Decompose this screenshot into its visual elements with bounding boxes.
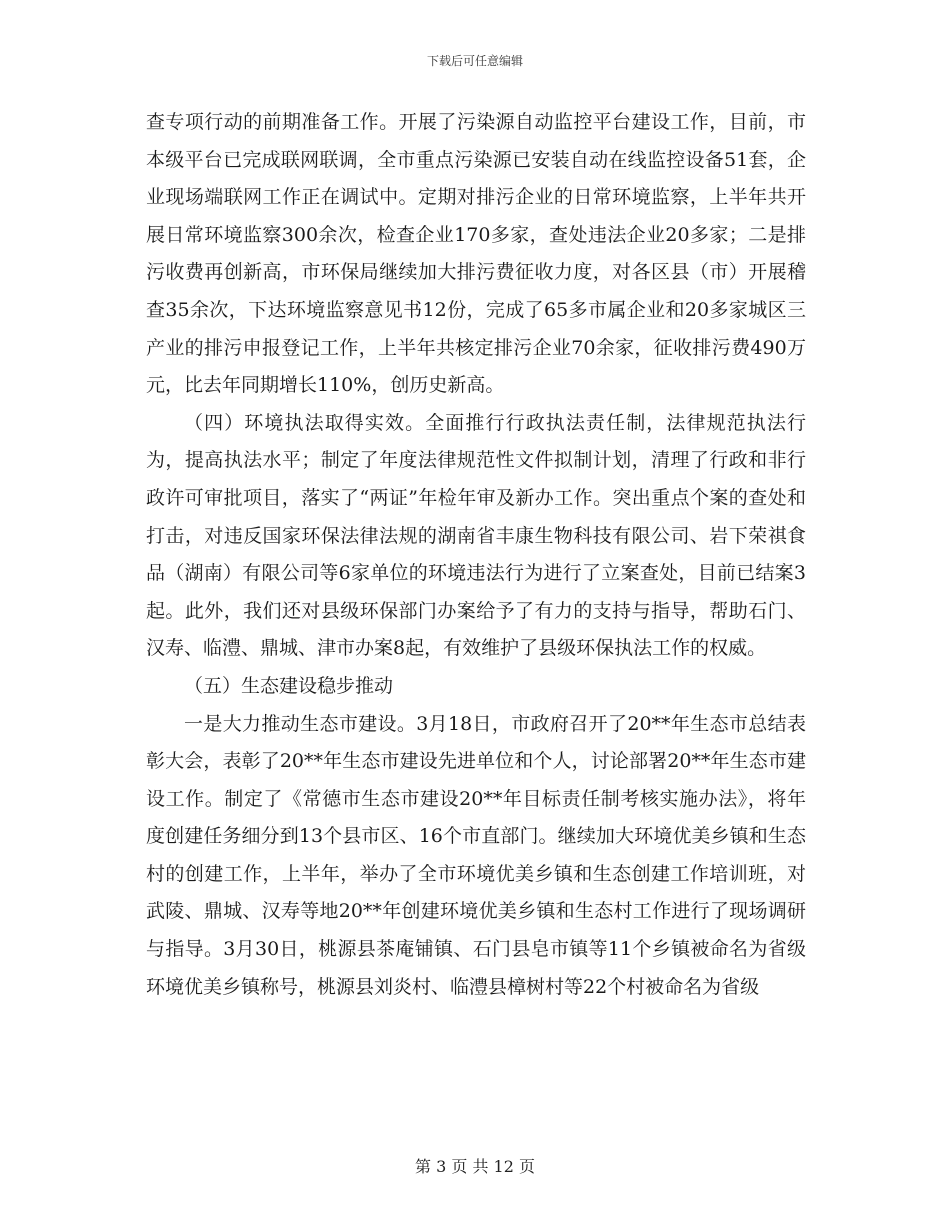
paragraph-ecological-city: 一是大力推动生态市建设。3月18日，市政府召开了20**年生态市总结表彰大会，表彰了20**年生态市建设先进单位和个人，讨论部署20**年生态市建设工作。制定了《常德市生态市建设20**年目标责任制考核实施办法》，将年度创建任务细分到13个县市区、16个市直部门。继续加大环境优美乡镇和生态村的创建工作，上半年，举办了全市环境优美乡镇和生态创建工作培训班，对武陵、鼎城、汉寿等地20**年创建环境优美乡镇和生态村工作进行了现场调研与指导。3月30日，桃源县茶庵铺镇、石门县皂市镇等11个乡镇被命名为省级环境优美乡镇称号，桃源县刘炎村、临澧县樟树村等22个村被命名为省级 (146, 712, 806, 998)
page-number: 第 3 页 共 12 页 (415, 1157, 535, 1176)
document-body (146, 104, 806, 1006)
paragraph-inspection-work: 查专项行动的前期准备工作。开展了污染源自动监控平台建设工作，目前，市本级平台已完成联网联调，全市重点污染源已安装自动在线监控设备51套，企业现场端联网工作正在调试中。定期对排污企业的日常环境监察，上半年共开展日常环境监察300余次，检查企业170多家，查处违法企业20多家；二是排污收费再创新高，市环保局继续加大排污费征收力度，对各区县（市）开展稽查35余次，下达环境监察意见书12份，完成了65多市属企业和20多家城区三产业的排污申报登记工作，上半年共核定排污企业70余家，征收排污费490万元，比去年同期增长110%，创历史新高。 (146, 111, 806, 397)
paragraph-law-enforcement: （四）环境执法取得实效。全面推行行政执法责任制，法律规范执法行为，提高执法水平；制定了年度法律规范性文件拟制计划，清理了行政和非行政许可审批项目，落实了“两证”年检年审及新办工作。突出重点个案的查处和打击，对违反国家环保法律法规的湖南省丰康生物科技有限公司、岩下荣祺食品（湖南）有限公司等6家单位的环境违法行为进行了立案查处，目前已结案3起。此外，我们还对县级环保部门办案给予了有力的支持与指导，帮助石门、汉寿、临澧、鼎城、津市办案8起，有效维护了县级环保执法工作的权威。 (146, 411, 806, 660)
page-header-note: 下载后可任意编辑 (426, 54, 523, 68)
section-heading-ecology: （五）生态建设稳步推动 (184, 674, 394, 697)
